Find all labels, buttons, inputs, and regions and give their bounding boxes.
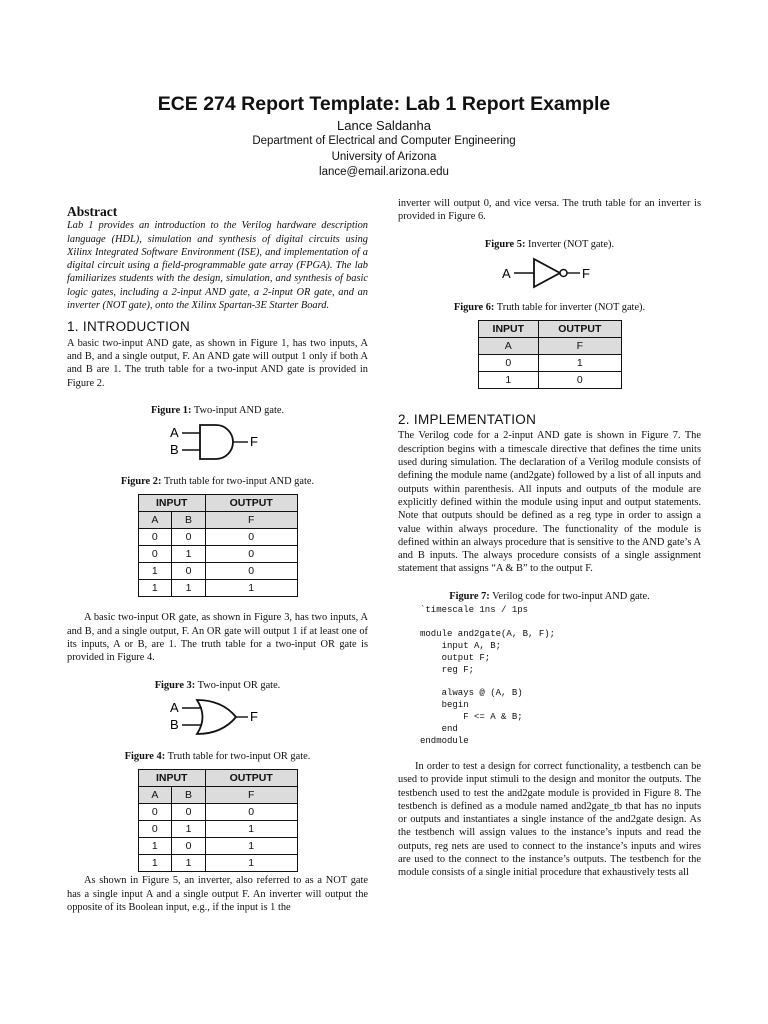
- figure-2-caption: Figure 2: Truth table for two-input AND gate.: [120, 476, 315, 488]
- implementation-paragraph-2: In order to test a design for correct functionality, a testbench can be used to provide input stimuli to the design and monitor the outputs. The testbench used to test the and2gate module is provided in Figure 8. The testbench is defined as a module named and2gate_tb that has no inputs or outputs and instantiates a single instance of the and2gate design. As the testbench will assign values to the instance’s inputs and read the outputs, reg nets are used to connect to the instance’s inputs and wires are used to the connect to the instance’s outputs. The testbench for the module consists of a single initial procedure that exhaustively tests all: [398, 760, 701, 879]
- table-cell: 1: [205, 580, 297, 597]
- table-cell: 0: [172, 529, 206, 546]
- table-cell: F: [539, 338, 621, 355]
- university: University of Arizona: [331, 150, 437, 163]
- table-cell: B: [172, 512, 206, 529]
- table-cell: 1: [205, 855, 297, 872]
- table-row: [138, 563, 297, 580]
- or-gate-diagram: [168, 696, 268, 740]
- intro-heading: 1. INTRODUCTION: [67, 319, 191, 335]
- right-column: [398, 197, 701, 880]
- table-row: [478, 355, 621, 372]
- table-cell: 0: [138, 821, 172, 838]
- table-row: [138, 838, 297, 855]
- not-gate-body: [534, 259, 560, 287]
- table-cell: 1: [138, 563, 172, 580]
- department: Department of Electrical and Computer Engineering: [252, 135, 516, 147]
- or-gate-body: [197, 700, 236, 734]
- table-cell: 0: [138, 529, 172, 546]
- table-cell: F: [205, 512, 297, 529]
- table-cell: 0: [138, 804, 172, 821]
- paper-title: ECE 274 Report Template: Lab 1 Report Example: [157, 93, 611, 115]
- table-cell: 1: [138, 580, 172, 597]
- author-name: Lance Saldanha: [337, 118, 431, 133]
- intro-paragraph-3: As shown in Figure 5, an inverter, also referred to as a NOT gate has a single input A and a single output F. An inverter will output the opposite of its Boolean input, e.g., if the input is 1 the: [67, 875, 368, 913]
- not-bubble: [560, 269, 567, 276]
- or-input-b-label: B: [169, 716, 179, 732]
- table-cell: 1: [172, 580, 206, 597]
- not-truth-table: [478, 320, 622, 389]
- table-cell: 0: [478, 355, 539, 372]
- table-cell: A: [138, 512, 172, 529]
- table-row: [138, 546, 297, 563]
- table-cell: 0: [205, 546, 297, 563]
- table-cell: 0: [205, 529, 297, 546]
- and-gate-body: [200, 425, 233, 459]
- figure-3-caption: Figure 3: Two-input OR gate.: [154, 679, 281, 691]
- table-cell: 0: [172, 563, 206, 580]
- table-cell: 1: [172, 855, 206, 872]
- figure-5-caption: Figure 5: Inverter (NOT gate).: [484, 238, 615, 250]
- table-cell: F: [205, 787, 297, 804]
- table-cell: 1: [205, 838, 297, 855]
- not-gate-diagram: [500, 255, 600, 291]
- table-cell: 1: [172, 821, 206, 838]
- table-cell: 0: [205, 804, 297, 821]
- table-cell: 0: [205, 563, 297, 580]
- and-output-f-label: F: [249, 434, 258, 450]
- table-cell: 1: [478, 372, 539, 389]
- verilog-code-listing: `timescale 1ns / 1ps module and2gate(A, B, F); input A, B; output F; reg F; always @ (A, B) begin F <= A & B; end endmodule: [420, 605, 556, 747]
- table-cell: OUTPUT: [539, 321, 621, 338]
- or-input-a-label: A: [169, 699, 179, 715]
- table-cell: 1: [138, 838, 172, 855]
- table-cell: INPUT: [138, 495, 205, 512]
- table-cell: OUTPUT: [205, 495, 297, 512]
- figure-7-caption: Figure 7: Verilog code for two-input AND gate.: [449, 590, 650, 602]
- intro-paragraph-1: A basic two-input AND gate, as shown in Figure 1, has two inputs, A and B, and a single output, F. An AND gate will output 1 only if both A and B are 1. The truth table for a two-input AND gate is provided in Figure 2.: [67, 337, 368, 389]
- table-cell: 1: [205, 821, 297, 838]
- table-cell: 0: [539, 372, 621, 389]
- abstract-heading: Abstract: [67, 204, 118, 219]
- and-gate-diagram: [168, 421, 268, 465]
- table-row: [138, 804, 297, 821]
- intro-paragraph-3-continued: inverter will output 0, and vice versa. The truth table for an inverter is provided in Figure 6.: [398, 198, 701, 223]
- table-row: [138, 855, 297, 872]
- table-row: [138, 580, 297, 597]
- figure-6-caption: Figure 6: Truth table for inverter (NOT gate).: [453, 301, 646, 313]
- intro-paragraph-2: A basic two-input OR gate, as shown in Figure 3, has two inputs, A and B, and a single output, F. An OR gate will output 1 if at least one of its inputs, A or B, are 1. The truth table for a two-input OR gate is provided in Figure 4.: [67, 612, 368, 664]
- table-cell: 1: [172, 546, 206, 563]
- implementation-heading: 2. IMPLEMENTATION: [398, 412, 537, 428]
- figure-1-caption: Figure 1: Two-input AND gate.: [150, 404, 285, 416]
- implementation-paragraph-1: The Verilog code for a 2-input AND gate is shown in Figure 7. The description begins with a timescale directive that defines the time units used during simulation. The declaration of a Verilog module consists of defining the module name (and2gate) followed by a list of all inputs and outputs within parenthesis. All inputs and outputs of the module are explicitly defined within the module using input and output statements. Note that outputs should be defined as a reg type in order to assign a value within always procedure. The functionality of the module is defined within an always procedure that is sensitive to the AND gate’s A and B inputs. The always procedure consists of a single assignment statement that assigns “A & B” to the output F.: [398, 430, 701, 575]
- or-output-f-label: F: [249, 708, 258, 724]
- table-row: [478, 372, 621, 389]
- table-row: [138, 529, 297, 546]
- author-email[interactable]: lance@email.arizona.edu: [319, 166, 449, 178]
- table-cell: B: [172, 787, 206, 804]
- table-cell: A: [478, 338, 539, 355]
- left-column: [67, 197, 368, 914]
- abstract-text: Lab 1 provides an introduction to the Verilog hardware description language (HDL), simulation and synthesis of digital circuits using Xilinx Integrated Software Environment (ISE), and implementation of a digital circuit using a field-programmable gate array (FPGA). The lab familiarizes students with the design, simulation, and synthesis of basic logic gates, including a 2-input AND gate, a 2-input OR gate, and an inverter (NOT gate), onto the Xilinx Spartan-3E Starter Board.: [67, 220, 368, 312]
- table-cell: 1: [539, 355, 621, 372]
- table-cell: 0: [172, 804, 206, 821]
- and-truth-table: [138, 494, 298, 597]
- table-cell: 0: [138, 546, 172, 563]
- and-input-a-label: A: [169, 425, 179, 441]
- paper-header: [0, 92, 768, 181]
- table-cell: INPUT: [478, 321, 539, 338]
- table-cell: A: [138, 787, 172, 804]
- table-cell: OUTPUT: [205, 770, 297, 787]
- table-cell: INPUT: [138, 770, 205, 787]
- table-row: [138, 821, 297, 838]
- and-input-b-label: B: [169, 442, 179, 458]
- not-input-a-label: A: [501, 265, 511, 281]
- not-output-f-label: F: [581, 265, 590, 281]
- table-cell: 1: [138, 855, 172, 872]
- table-cell: 0: [172, 838, 206, 855]
- figure-4-caption: Figure 4: Truth table for two-input OR gate.: [124, 750, 311, 762]
- or-truth-table: [138, 769, 298, 872]
